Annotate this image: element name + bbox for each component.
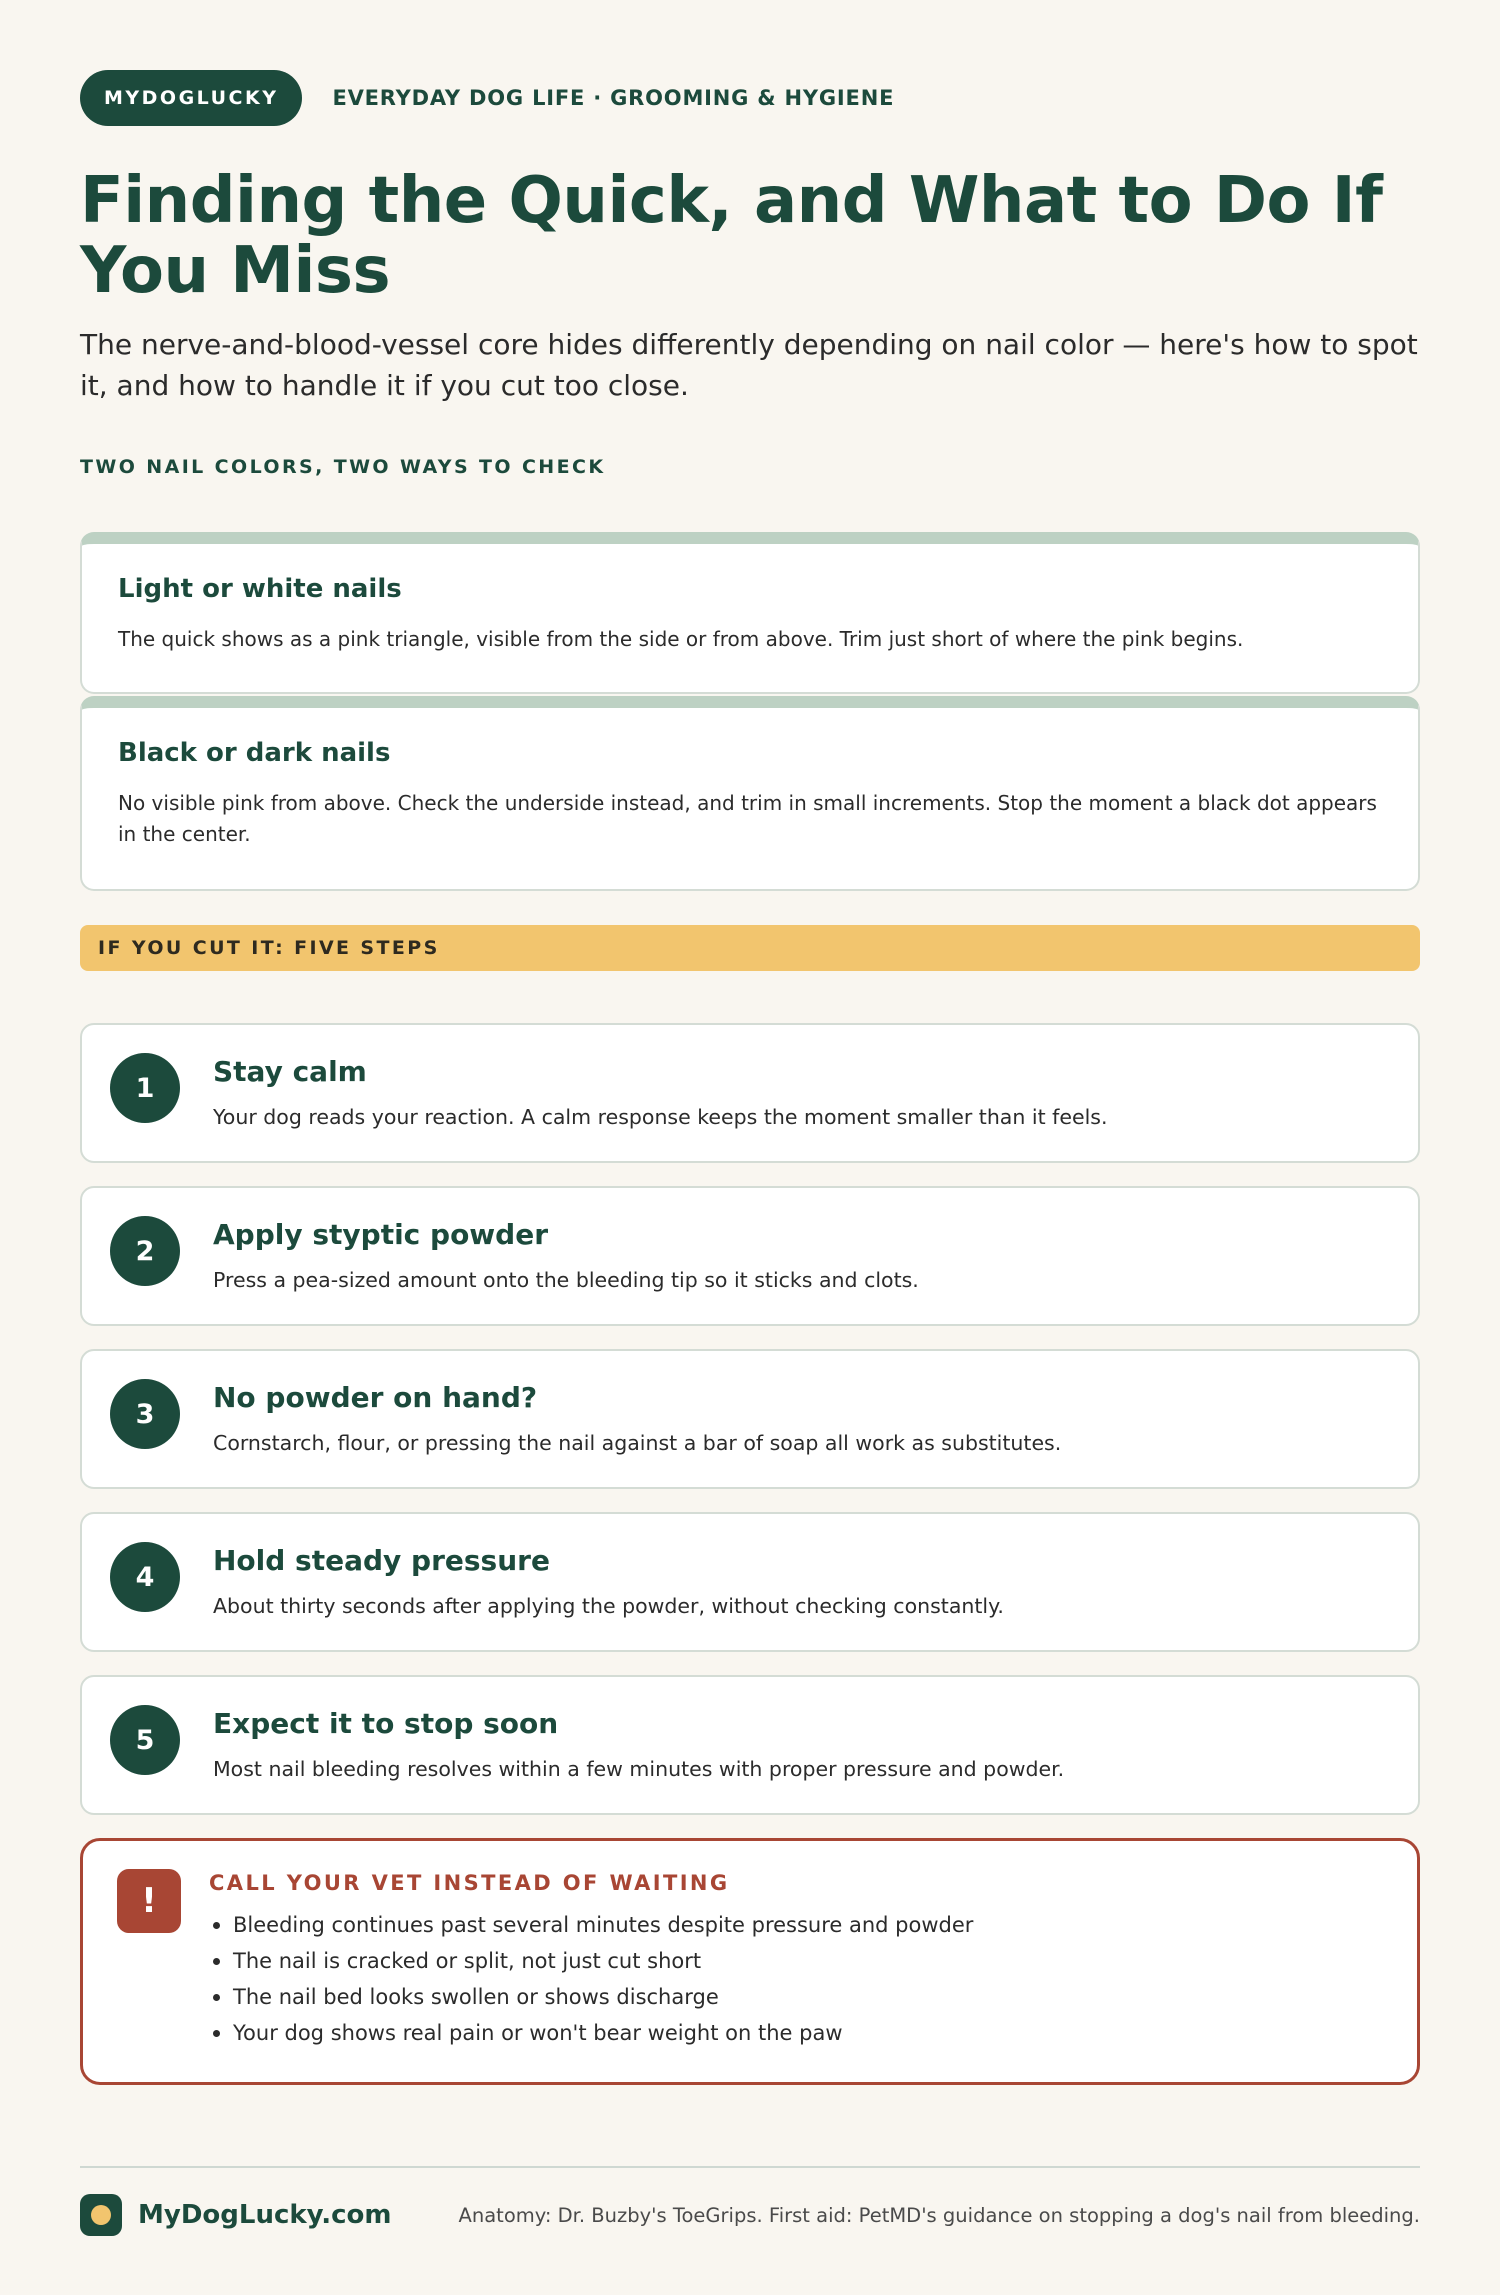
step-text: Most nail bleeding resolves within a few minutes with proper pressure and powder.: [213, 1757, 1065, 1781]
step-card-1: [80, 1023, 1420, 1163]
list-item: Bleeding continues past several minutes despite pressure and powder: [209, 1907, 973, 1943]
step-number-badge: 4: [110, 1542, 180, 1612]
step-number-badge: 5: [110, 1705, 180, 1775]
warning-icon: !: [117, 1869, 181, 1933]
nail-card-text: The quick shows as a pink triangle, visible from the side or from above. Trim just short of where the pink begins.: [118, 627, 1244, 651]
list-item: The nail bed looks swollen or shows discharge: [209, 1979, 973, 2015]
footer: [80, 2193, 1420, 2237]
vet-warning-title: CALL YOUR VET INSTEAD OF WAITING: [209, 1871, 730, 1895]
step-card-4: [80, 1512, 1420, 1652]
vet-warning-list: [209, 1907, 973, 2051]
step-title: No powder on hand?: [213, 1381, 538, 1414]
nail-section-label: TWO NAIL COLORS, TWO WAYS TO CHECK: [80, 456, 606, 478]
brand-badge[interactable]: MYDOGLUCKY: [80, 70, 302, 126]
vet-warning-box: [80, 1838, 1420, 2085]
step-number-badge: 1: [110, 1053, 180, 1123]
step-title: Apply styptic powder: [213, 1218, 549, 1251]
footer-brand-link[interactable]: MyDogLucky.com: [138, 2200, 392, 2230]
nail-card-title: Black or dark nails: [118, 738, 391, 768]
nail-card-title: Light or white nails: [118, 574, 402, 604]
steps-list: [80, 1023, 1420, 1815]
breadcrumb: EVERYDAY DOG LIFE · GROOMING & HYGIENE: [332, 86, 895, 110]
step-text: Cornstarch, flour, or pressing the nail against a bar of soap all work as substitutes.: [213, 1431, 1062, 1455]
page-subtitle: The nerve-and-blood-vessel core hides differently depending on nail color — here's how to spot it, and how to handle it if you cut too close.: [80, 328, 1418, 402]
nail-card-dark: [80, 696, 1420, 891]
step-text: Your dog reads your reaction. A calm response keeps the moment smaller than it feels.: [213, 1105, 1108, 1129]
nail-card-light: [80, 532, 1420, 694]
nail-card-text: No visible pink from above. Check the underside instead, and trim in small increments. Stop the moment a black dot appears in the center.: [118, 791, 1377, 846]
step-text: About thirty seconds after applying the powder, without checking constantly.: [213, 1594, 1004, 1618]
step-number-badge: 2: [110, 1216, 180, 1286]
nail-cards: [80, 532, 1420, 891]
footer-divider: [80, 2166, 1420, 2168]
logo-icon: [80, 2194, 122, 2236]
header: [80, 70, 1420, 126]
step-title: Hold steady pressure: [213, 1544, 550, 1577]
list-item: Your dog shows real pain or won't bear weight on the paw: [209, 2015, 973, 2051]
steps-banner: IF YOU CUT IT: FIVE STEPS: [80, 925, 1420, 971]
step-card-2: [80, 1186, 1420, 1326]
footer-credits: Anatomy: Dr. Buzby's ToeGrips. First aid: PetMD's guidance on stopping a dog's nail from bleeding.: [458, 2203, 1420, 2227]
step-card-5: [80, 1675, 1420, 1815]
step-title: Expect it to stop soon: [213, 1707, 559, 1740]
step-card-3: [80, 1349, 1420, 1489]
list-item: The nail is cracked or split, not just cut short: [209, 1943, 973, 1979]
step-number-badge: 3: [110, 1379, 180, 1449]
step-text: Press a pea-sized amount onto the bleeding tip so it sticks and clots.: [213, 1268, 919, 1292]
page-title: Finding the Quick, and What to Do If You Miss: [80, 164, 1383, 308]
step-title: Stay calm: [213, 1055, 367, 1088]
